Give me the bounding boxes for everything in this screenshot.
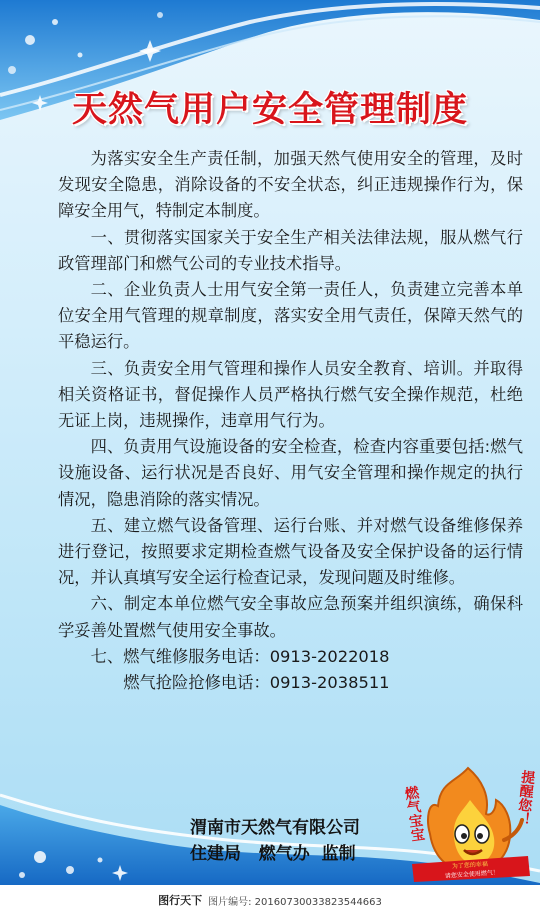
repair-phone: 七、燃气维修服务电话：0913-2022018 xyxy=(90,646,390,666)
mascot-banner-line1: 为了您的幸福 xyxy=(451,860,489,871)
mascot-remind: 提醒您！ xyxy=(514,769,536,827)
rule-3: 三、负责安全用气管理和操作人员安全教育、培训。并取得相关资格证书，督促操作人员严格执行燃气安全操作规范，杜绝无证上岗，违规操作，违章用气行为。 xyxy=(58,358,523,431)
rule-6: 六、制定本单位燃气安全事故应急预案并组织演练，确保科学妥善处置燃气使用安全事故。 xyxy=(58,594,523,640)
issuer-block xyxy=(190,815,360,867)
emergency-phone: 燃气抢险抢修电话：0913-2038511 xyxy=(123,673,390,693)
mascot-name: 燃气宝宝 xyxy=(402,784,426,843)
site-logo: 图行天下 xyxy=(158,894,203,907)
page-title: 天然气用户安全管理制度 xyxy=(71,89,468,130)
rule-1: 一、贯彻落实国家关于安全生产相关法律法规，服从燃气行政管理部门和燃气公司的专业技术指导。 xyxy=(58,227,523,273)
image-number: 图片编号: 20160730033823544663 xyxy=(208,896,382,908)
watermark-footer xyxy=(0,885,540,915)
issuer-departments: 住建局 燃气办 监制 xyxy=(190,844,356,864)
mascot-banner-line2: 请您安全使用燃气！ xyxy=(444,869,500,880)
intro-paragraph: 为落实安全生产责任制，加强天然气使用安全的管理，及时发现安全隐患，消除设备的不安全状态，纠正违规操作行为，保障安全用气，特制定本制度。 xyxy=(58,149,523,221)
rule-4: 四、负责用气设施设备的安全检查，检查内容重要包括:燃气设施设备、运行状况是否良好、用气安全管理和操作规定的执行情况，隐患消除的落实情况。 xyxy=(58,437,523,509)
rule-2: 二、企业负责人士用气安全第一责任人，负责建立完善本单位安全用气管理的规章制度，落实安全用气责任，保障天然气的平稳运行。 xyxy=(58,280,523,352)
gas-mascot xyxy=(396,760,540,885)
issuer-company: 渭南市天然气有限公司 xyxy=(190,818,360,838)
regulation-body xyxy=(58,146,523,696)
rule-5: 五、建立燃气设备管理、运行台账、并对燃气设备维修保养进行登记，按照要求定期检查燃气设备及安全保护设备的运行情况，并认真填写安全运行检查记录，发现问题及时维修。 xyxy=(58,515,523,588)
